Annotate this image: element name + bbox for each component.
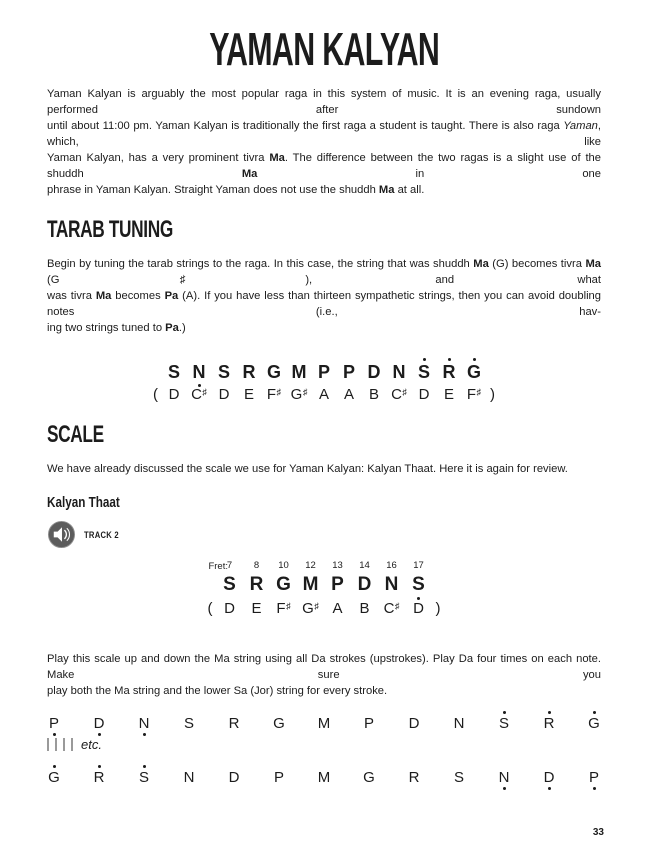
scale-heading — [47, 423, 601, 447]
tarab-paragraph: Begin by tuning the tarab strings to the raga. In this case, the string that was shuddh Ma (G) becomes tivra Ma (G♯), and what was tivra Ma becomes Pa (A). If you have less than thirteen sympathetic strings, then you can avoid doubling notes (i.e., hav- ing two strings tuned to Pa.) — [47, 258, 601, 334]
tarab-western-row: ( D C♯ D E F♯ G♯ A A B C♯ D E F♯ ) — [153, 386, 495, 403]
exercise-row-ascending: P D N S R G M P D N S R G — [47, 715, 601, 732]
fret-label: Fret: — [208, 560, 228, 572]
scale-heading-text: SCALE — [47, 421, 104, 448]
fret-numbers-row: 7 8 10 12 13 14 16 17 — [226, 559, 424, 571]
kalyan-thaat-subheading — [47, 495, 601, 512]
scale-sargam-row: S R G M P D N S — [204, 574, 444, 596]
etc-label: etc. — [81, 737, 102, 752]
tarab-sargam-row: S N S R G M P P D N S R G — [47, 362, 601, 383]
tarab-tuning-heading-text: TARAB TUNING — [47, 216, 173, 243]
stroke-bars — [47, 738, 79, 751]
tarab-notation — [47, 362, 601, 403]
kalyan-thaat-subheading-text: Kalyan Thaat — [47, 494, 120, 511]
fret-row-wrap — [204, 560, 444, 571]
tarab-tuning-heading — [47, 218, 601, 242]
page-number: 33 — [592, 827, 604, 838]
page-title — [47, 0, 601, 75]
intro-paragraph: Yaman Kalyan is arguably the most popular raga in this system of music. It is an evening raga, usually performed after sundown until about 11:00 pm. Yaman Kalyan is traditionally the first raga a student is taught. There is also raga Yaman, which, like Yaman Kalyan, has a very prominent tivra Ma. The difference between the two ragas is a slight use of the shuddh Ma in one phrase in Yaman Kalyan. Straight Yaman does not use the shuddh Ma at all. — [47, 88, 602, 196]
scale-paragraph: We have already discussed the scale we use for Yaman Kalyan: Kalyan Thaat. Here it is again for review. — [47, 463, 568, 475]
audio-track-badge — [47, 520, 601, 550]
exercise-row-descending: G R S N D P M G R S N D P — [47, 769, 601, 786]
stroke-marks — [47, 737, 601, 753]
exercise-paragraph: Play this scale up and down the Ma string using all Da strokes (upstrokes). Play Da four times on each note. Make sure you play both the Ma string and the lower Sa (Jor) string for every stroke. — [47, 652, 601, 697]
scale-western-row: ( D E F♯ G♯ A B C♯ D ) — [207, 599, 441, 617]
page-title-text: YAMAN KALYAN — [209, 23, 439, 75]
scale-notation — [204, 560, 444, 617]
speaker-icon — [47, 520, 76, 549]
track-label: TRACK 2 — [84, 529, 119, 540]
